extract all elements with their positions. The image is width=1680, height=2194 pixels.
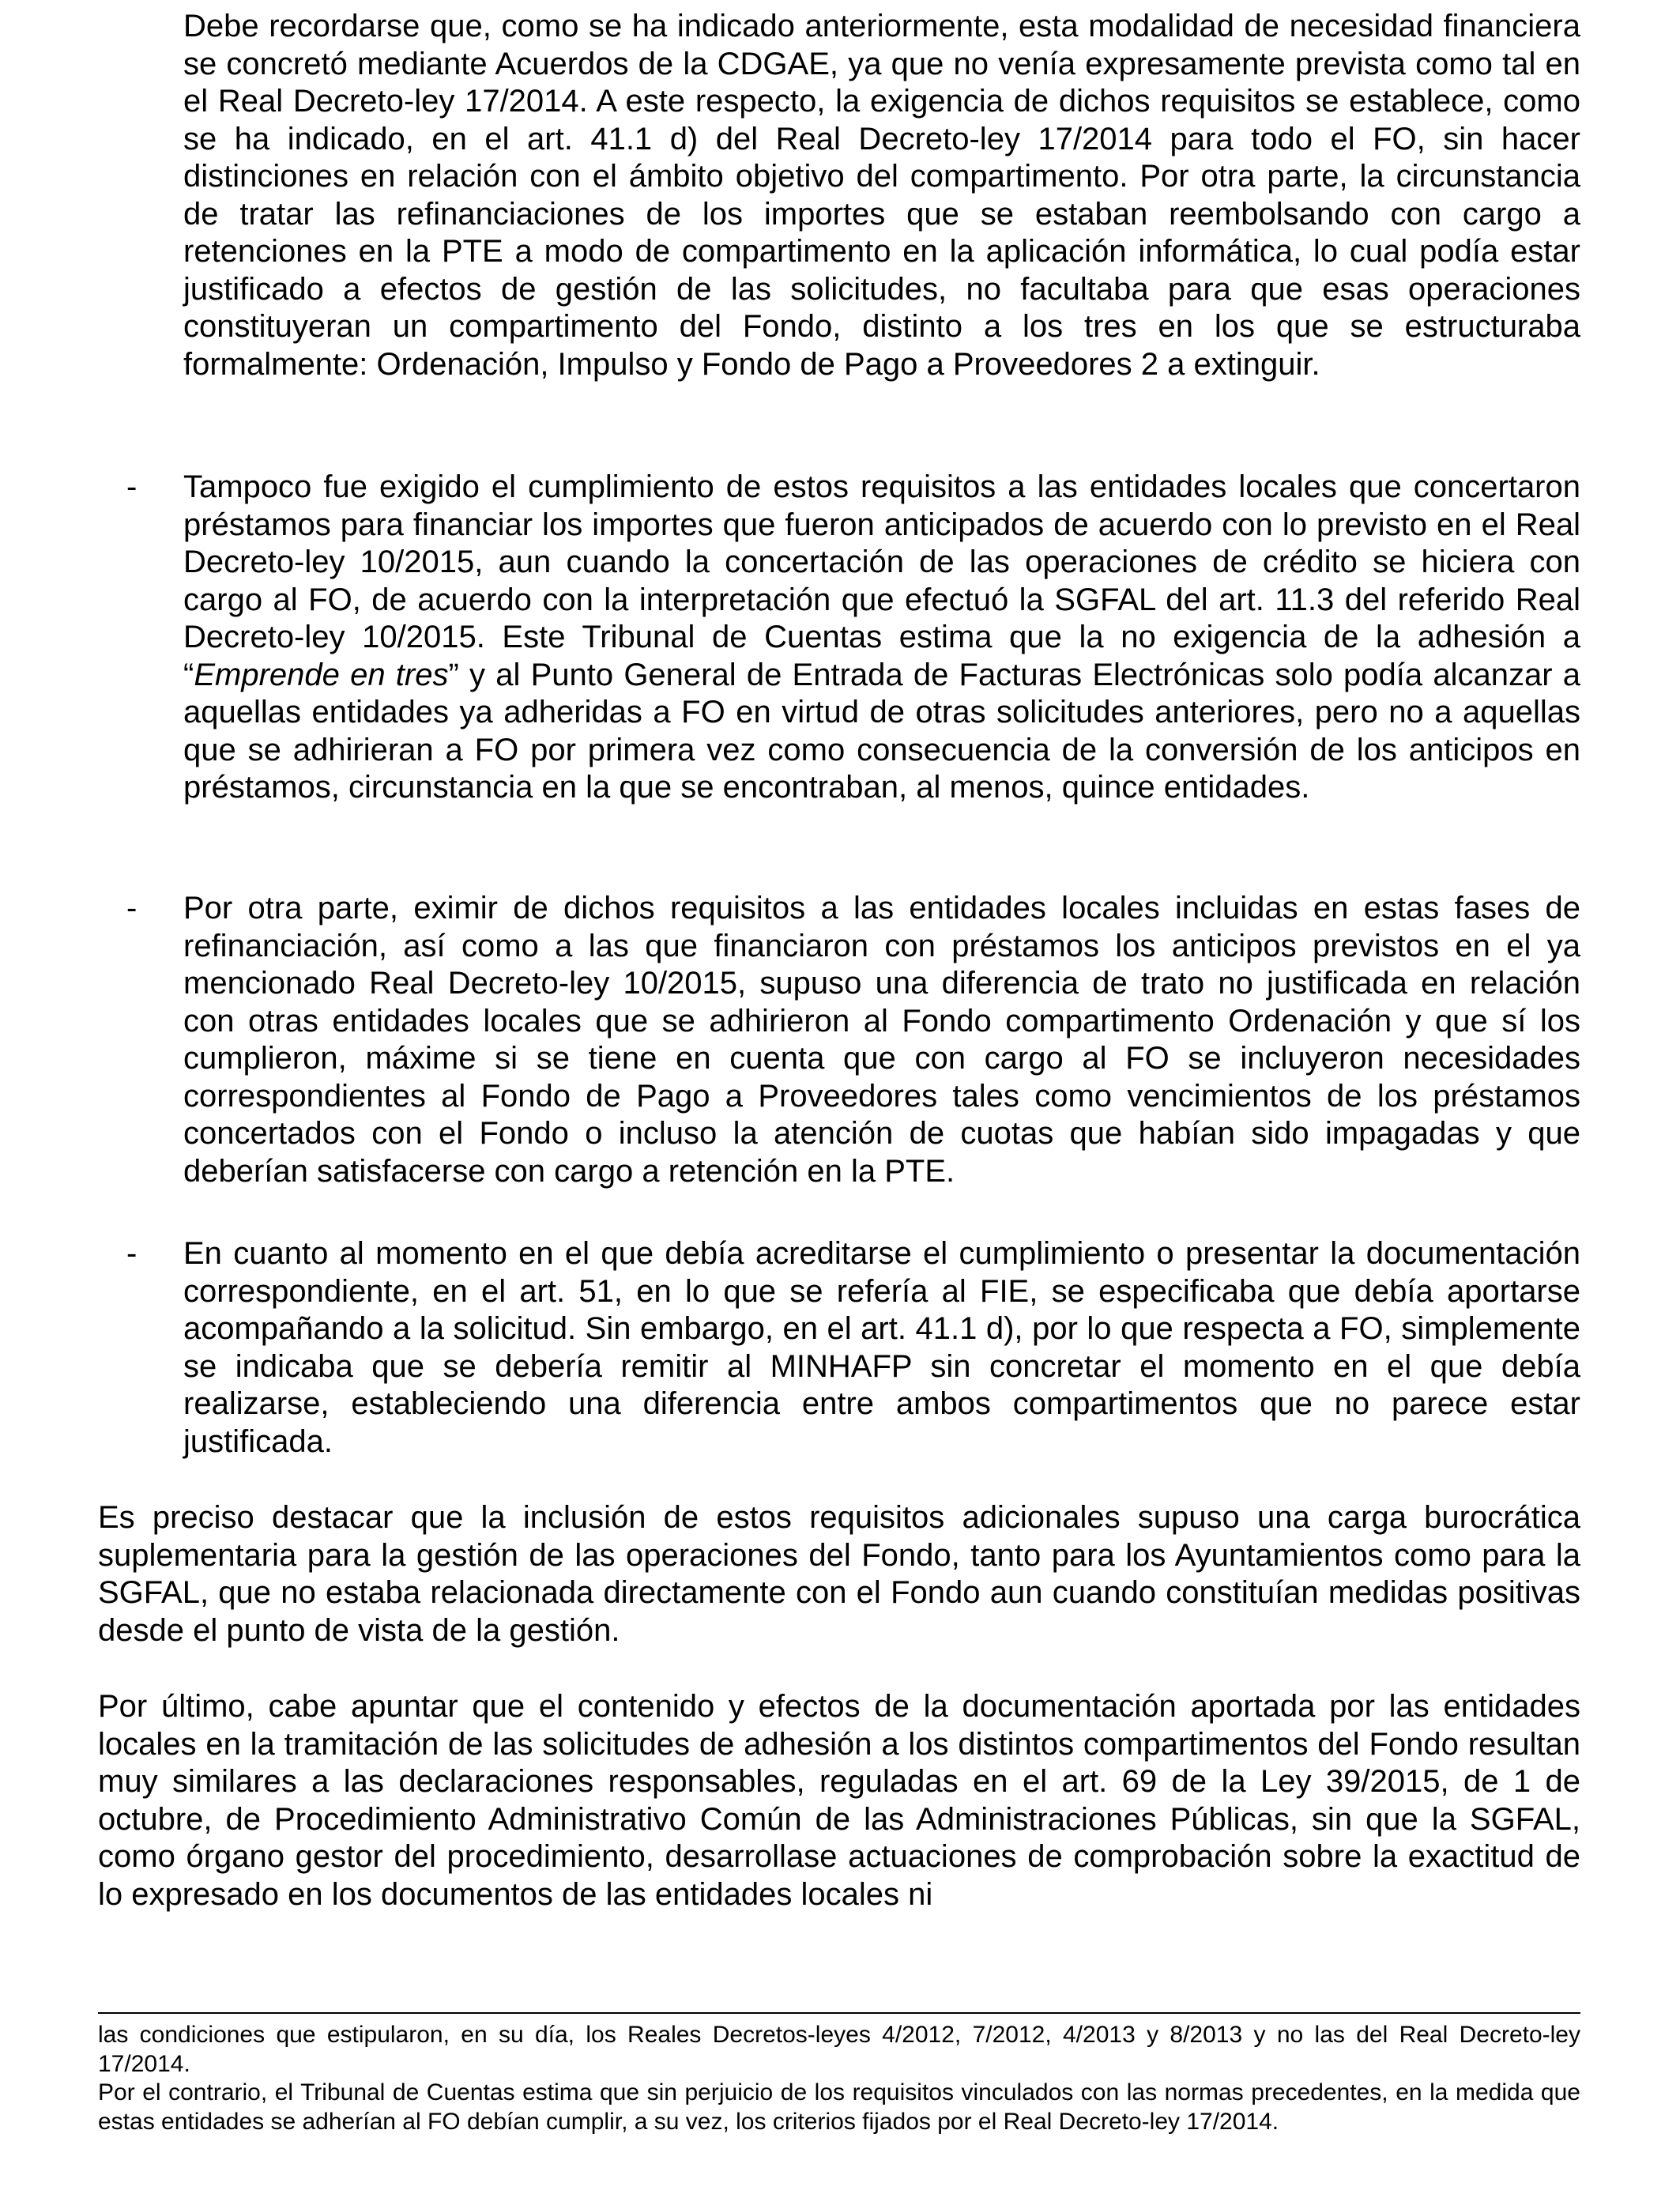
bullet-1-italic-term: Emprende en tres <box>194 657 449 692</box>
bullet-paragraph-3: En cuanto al momento en el que debía acreditarse el cumplimiento o presentar la documentación correspondiente, en el art. 51, en lo que se refería al FIE, se especificaba que debía aportarse acompañando a la solicitud. Sin embargo, en el art. 41.1 d), por lo que respecta a FO, simplemente se indicaba que se debería remitir al MINHAFP sin concretar el momento en el que debía realizarse, estableciendo una diferencia entre ambos compartimentos que no parece estar justificada. <box>183 1236 1580 1459</box>
body-paragraph-1: Es preciso destacar que la inclusión de estos requisitos adicionales supuso una carga burocrática suplementaria para la gestión de las operaciones del Fondo, tanto para los Ayuntamientos como para la SGFAL, que no estaba relacionada directamente con el Fondo aun cuando constituían medidas positivas desde el punto de vista de la gestión. <box>98 1500 1580 1648</box>
footnote-separator <box>98 2012 1580 2014</box>
bullet-1-text-end: ” y al Punto General de Entrada de Facturas Electrónicas solo podía alcanzar a aquellas entidades ya adheridas a FO en virtud de otras solicitudes anteriores, pero no a aquellas que se adhirieran a FO por primera vez como consecuencia de la conversión de los anticipos en préstamos, circunstancia en la que se encontraban, al menos, quince entidades. <box>183 657 1581 805</box>
footnote-continuation: las condiciones que estipularon, en su día, los Reales Decretos-leyes 4/2012, 7/2012, 4/2013 y 8/2013 y no las del Real Decreto-ley 17/2014. <box>98 2022 1580 2077</box>
footnote-text: Por el contrario, el Tribunal de Cuentas estima que sin perjuicio de los requisitos vinculados con las normas precedentes, en la medida que estas entidades se adherían al FO debían cumplir, a su vez, los criterios fijados por el Real Decreto-ley 17/2014. <box>98 2079 1580 2135</box>
continuation-paragraph: Debe recordarse que, como se ha indicado anteriormente, esta modalidad de necesidad financiera se concretó mediante Acuerdos de la CDGAE, ya que no venía expresamente prevista como tal en el Real Decreto-ley 17/2014. A este respecto, la exigencia de dichos requisitos se establece, como se ha indicado, en el art. 41.1 d) del Real Decreto-ley 17/2014 para todo el FO, sin hacer distinciones en relación con el ámbito objetivo del compartimento. Por otra parte, la circunstancia de tratar las refinanciaciones de los importes que se estaban reembolsando con cargo a retenciones en la PTE a modo de compartimento en la aplicación informática, lo cual podía estar justificado a efectos de gestión de las solicitudes, no facultaba para que esas operaciones constituyeran un compartimento del Fondo, distinto a los tres en los que se estructuraba formalmente: Ordenación, Impulso y Fondo de Pago a Proveedores 2 a extinguir. <box>183 9 1580 382</box>
bullet-marker: - <box>126 469 137 504</box>
bullet-marker: - <box>126 891 137 925</box>
bullet-paragraph-1 <box>183 469 1580 807</box>
bullet-paragraph-2: Por otra parte, eximir de dichos requisitos a las entidades locales incluidas en estas fases de refinanciación, así como a las que financiaron con préstamos los anticipos previstos en el ya mencionado Real Decreto-ley 10/2015, supuso una diferencia de trato no justificada en relación con otras entidades locales que se adhirieron al Fondo compartimento Ordenación y que sí los cumplieron, máxime si se tiene en cuenta que con cargo al FO se incluyeron necesidades correspondientes al Fondo de Pago a Proveedores tales como vencimientos de los préstamos concertados con el Fondo o incluso la atención de cuotas que habían sido impagadas y que deberían satisfacerse con cargo a retención en la PTE. <box>183 891 1580 1189</box>
body-paragraph-2: Por último, cabe apuntar que el contenido y efectos de la documentación aportada por las entidades locales en la tramitación de las solicitudes de adhesión a los distintos compartimentos del Fondo resultan muy similares a las declaraciones responsables, reguladas en el art. 69 de la Ley 39/2015, de 1 de octubre, de Procedimiento Administrativo Común de las Administraciones Públicas, sin que la SGFAL, como órgano gestor del procedimiento, desarrollase actuaciones de comprobación sobre la exactitud de lo expresado en los documentos de las entidades locales ni <box>98 1689 1580 1912</box>
bullet-1-text-start: Tampoco fue exigido el cumplimiento de estos requisitos a las entidades locales que concertaron préstamos para financiar los importes que fueron anticipados de acuerdo con lo previsto en el Real Decreto-ley 10/2015, aun cuando la concertación de las operaciones de crédito se hiciera con cargo al FO, de acuerdo con la interpretación que efectuó la SGFAL del art. 11.3 del referido Real Decreto-ley 10/2015. Este Tribunal de Cuentas estima que la no exigencia de la adhesión a “ <box>183 469 1580 692</box>
bullet-marker: - <box>126 1236 137 1271</box>
